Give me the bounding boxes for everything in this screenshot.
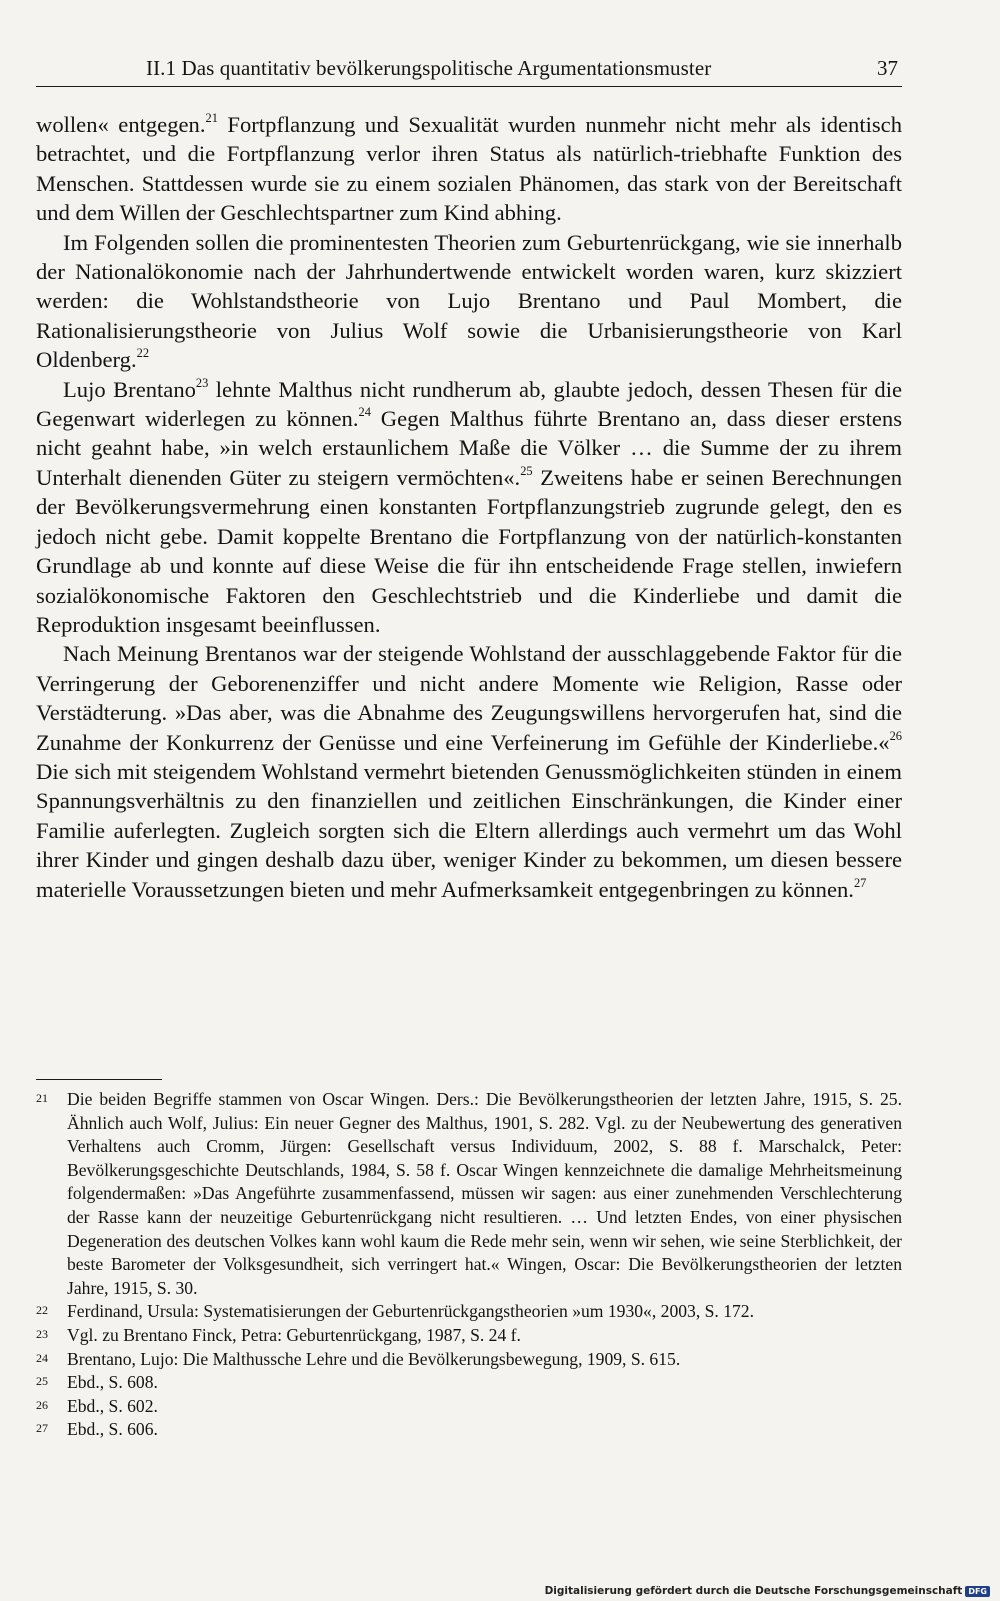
text-run: lehnte Malthus nicht rundherum ab, glaubte jedoch, dessen Thesen für die Gegenwart widerlegen zu können.: [36, 376, 902, 432]
credit-text: Digitalisierung gefördert durch die Deutsche Forschungsgemeinschaft: [544, 1585, 963, 1597]
footnote-ref[interactable]: 26: [889, 728, 902, 743]
footnote-25: [36, 1371, 902, 1395]
footnote-ref[interactable]: 22: [136, 346, 150, 361]
footnote-number: 22: [36, 1303, 48, 1318]
footnote-number: 25: [36, 1374, 48, 1389]
text-run: Zweitens habe er seinen Berechnungen der Bevölkerungsvermehrung einen konstanten Fortpflanzungstrieb zugrunde gelegt, den es jedoch nicht gebe. Damit koppelte Brentano die Fortpflanzung von der natürlich-konstanten Grundlage ab und konnte auf diese Weise die für ihn entscheidende Frage stellen, inwiefern sozialökonomische Faktoren den Geschlechtstrieb und die Kinderliebe und damit die Reproduktion insgesamt beeinflussen.: [36, 464, 902, 637]
running-title: II.1 Das quantitativ bevölkerungspolitische Argumentationsmuster: [146, 56, 712, 80]
footnote-divider: [36, 1079, 162, 1080]
body-text: [36, 110, 902, 904]
footnote-text: Ebd., S. 602.: [67, 1395, 158, 1416]
footnote-26: [36, 1395, 902, 1419]
footnotes: [36, 1088, 902, 1442]
paragraph-2: [36, 228, 902, 375]
text-run: Im Folgenden sollen die prominentesten Theorien zum Geburtenrückgang, wie sie innerhalb der Nationalökonomie nach der Jahrhundertwende entwickelt worden waren, kurz skizziert werden: die Wohlstandstheorie von Lujo Brentano und Paul Mombert, die Rationalisierungstheorie von Julius Wolf sowie die Urbanisierungstheorie von Karl Oldenberg.: [36, 229, 902, 373]
footnote-ref[interactable]: 25: [520, 463, 533, 478]
footnote-number: 21: [36, 1091, 48, 1105]
footnote-ref[interactable]: 27: [853, 875, 867, 890]
paragraph-4: [36, 639, 902, 904]
text-run: Gegen Malthus führte Brentano an, dass dieser erstens nicht geahnt habe, »in welch erstaunlichem Maße die Völker … die Summe der zu ihrem Unterhalt dienenden Güter zu steigern vermöchten«.: [36, 406, 902, 490]
footnote-number: 23: [36, 1326, 48, 1341]
footnote-ref[interactable]: 24: [358, 405, 371, 420]
footnote-text: Ebd., S. 606.: [67, 1419, 158, 1440]
paragraph-1: [36, 110, 902, 228]
dfg-logo-icon: DFG: [965, 1586, 990, 1597]
text-run: wollen« entgegen.: [36, 112, 206, 137]
footnote-27: [36, 1418, 902, 1442]
footnote-21: [36, 1088, 902, 1300]
footnote-text: Brentano, Lujo: Die Malthussche Lehre und die Bevölkerungsbewegung, 1909, S. 615.: [67, 1348, 681, 1369]
footnote-text: Die beiden Begriffe stammen von Oscar Wingen. Ders.: Die Bevölkerungstheorien der letzten Jahre, 1915, S. 25. Ähnlich auch Wolf, Julius: Ein neuer Gegner des Malthus, 1901, S. 282. Vgl. zu der Neubewertung des generativen Verhaltens auch Cromm, Jürgen: Gesellschaft versus Individuum, 2002, S. 88 f. Marschalck, Peter: Bevölkerungsgeschichte Deutschlands, 1984, S. 58 f. Oscar Wingen kennzeichnete die damalige Mehrheitsmeinung folgendermaßen: »Das Angeführte zusammenfassend, müssen wir sagen: aus einer zunehmenden Verschlechterung der Rasse kann der neuzeitige Geburtenrückgang nicht resultieren. … Und letzten Endes, von einer physischen Degeneration des deutschen Volkes kann wohl kaum die Rede mehr sein, wenn wir sehen, wie seine Sterblichkeit, der beste Barometer der Volksgesundheit, sich verringert hat.« Wingen, Oscar: Die Bevölkerungstheorien der letzten Jahre, 1915, S. 30.: [67, 1089, 902, 1298]
footnote-24: [36, 1348, 902, 1372]
text-run: Fortpflanzung und Sexualität wurden nunmehr nicht mehr als identisch betrachtet, und die Fortpflanzung verlor ihren Status als natürlich-triebhafte Funktion des Menschen. Stattdessen wurde sie zu einem sozialen Phänomen, das stark von der Bereitschaft und dem Willen der Geschlechtspartner zum Kind abhing.: [36, 112, 902, 226]
footnote-number: 24: [36, 1350, 48, 1365]
footnote-number: 27: [36, 1421, 48, 1436]
footnote-23: [36, 1324, 902, 1348]
footnote-ref[interactable]: 21: [205, 111, 218, 126]
footnote-text: Ebd., S. 608.: [67, 1372, 158, 1393]
digitization-credit: [545, 1585, 990, 1597]
running-head: [36, 54, 902, 87]
text-run: Die sich mit steigendem Wohlstand vermehrt bietenden Genussmöglichkeiten stünden in einem Spannungsverhältnis zu den finanziellen und zeitlichen Einschränkungen, die Kinder einer Familie auferlegten. Zugleich sorgten sich die Eltern allerdings auch vermehrt um das Wohl ihrer Kinder und gingen deshalb dazu über, weniger Kinder zu bekommen, um diesen bessere materielle Voraussetzungen bieten und mehr Aufmerksamkeit entgegenbringen zu können.: [36, 758, 902, 902]
paragraph-3: [36, 375, 902, 640]
footnote-text: Ferdinand, Ursula: Systematisierungen der Geburtenrückgangstheorien »um 1930«, 2003, S. 172.: [67, 1301, 755, 1322]
text-run: Nach Meinung Brentanos war der steigende Wohlstand der ausschlaggebende Faktor für die Verringerung der Geborenenziffer und nicht andere Momente wie Religion, Rasse oder Verstädterung. »Das aber, was die Abnahme des Zeugungswillens hervorgerufen hat, sind die Zunahme der Konkurrenz der Genüsse und eine Verfeinerung im Gefühle der Kinderliebe.«: [36, 641, 902, 755]
footnote-text: Vgl. zu Brentano Finck, Petra: Geburtenrückgang, 1987, S. 24 f.: [67, 1324, 521, 1345]
footnote-22: [36, 1300, 902, 1324]
footnote-number: 26: [36, 1397, 48, 1412]
text-run: Lujo Brentano: [63, 376, 196, 402]
page-number: 37: [877, 56, 898, 80]
footnote-ref[interactable]: 23: [195, 375, 209, 390]
